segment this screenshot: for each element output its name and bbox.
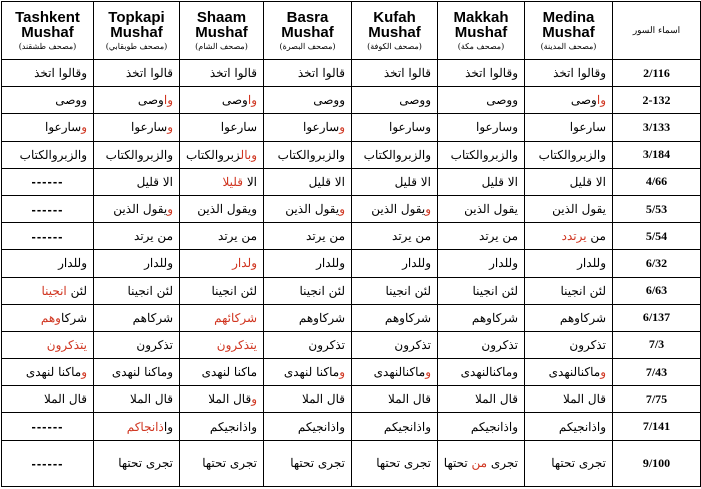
- reading-cell: [438, 168, 525, 195]
- reading-text: واذانجيكم: [297, 419, 345, 434]
- table-row: [2, 168, 701, 195]
- reading-cell: [438, 440, 525, 486]
- reading-cell: [352, 250, 438, 277]
- reading-text: من: [586, 229, 606, 244]
- variant-highlight: وا: [247, 93, 257, 108]
- column-header-arabic: (مصحف الكوفة): [367, 41, 422, 51]
- reading-cell: [180, 359, 264, 386]
- reading-text: تذكرون: [394, 337, 431, 352]
- reading-cell: [264, 304, 352, 331]
- reading-cell: [525, 331, 613, 358]
- surah-verse-ref: 4/66: [613, 168, 701, 195]
- reading-text: وللدار: [316, 256, 345, 271]
- column-header: [2, 2, 94, 60]
- variant-highlight: ذانجاكم: [126, 419, 164, 434]
- reading-cell: [2, 304, 94, 331]
- reading-cell: [352, 87, 438, 114]
- reading-cell: [525, 60, 613, 87]
- reading-text: يقول الذين: [464, 202, 518, 217]
- reading-text: وماكنالنهدى: [460, 365, 518, 380]
- reading-cell: [438, 359, 525, 386]
- reading-text: ماكنالنهدى: [548, 365, 601, 380]
- reading-cell: [525, 304, 613, 331]
- reading-text: لئن انجينا: [472, 283, 518, 298]
- variant-highlight: و: [81, 365, 87, 380]
- reading-cell: [525, 250, 613, 277]
- reading-cell: [94, 359, 180, 386]
- reading-text: سارعوا: [303, 120, 340, 135]
- reading-text: تجرى تحتها: [290, 456, 345, 471]
- reading-text: ووصى: [486, 93, 518, 108]
- reading-cell: [352, 223, 438, 250]
- reading-text: يقول الذين: [371, 202, 426, 217]
- reading-cell: [352, 168, 438, 195]
- reading-cell: [438, 114, 525, 141]
- reading-cell: [94, 87, 180, 114]
- reading-cell: [438, 413, 525, 440]
- column-header: [180, 2, 264, 60]
- reading-text: ووصى: [399, 93, 431, 108]
- reading-cell: [525, 413, 613, 440]
- variant-highlight: وا: [163, 93, 173, 108]
- reading-text: ووصى: [313, 93, 345, 108]
- column-header-name-line2: Mushaf: [454, 23, 508, 41]
- reading-cell: [352, 386, 438, 413]
- reading-text: قال الملا: [43, 392, 87, 407]
- table-row: [2, 413, 701, 440]
- reading-cell: [180, 141, 264, 168]
- reading-cell: [352, 141, 438, 168]
- reading-cell: [94, 440, 180, 486]
- column-header: [94, 2, 180, 60]
- reading-cell: [264, 141, 352, 168]
- table-row: [2, 359, 701, 386]
- reading-cell: [352, 114, 438, 141]
- reading-text: ويقول الذين: [197, 202, 257, 217]
- reading-cell: [2, 331, 94, 358]
- table-row: [2, 114, 701, 141]
- reading-cell: [180, 304, 264, 331]
- table-row: [2, 277, 701, 304]
- table-row: [2, 223, 701, 250]
- column-header: [352, 2, 438, 60]
- variant-highlight: و: [425, 202, 431, 217]
- reading-text: وصى: [570, 93, 597, 108]
- reading-cell: [525, 386, 613, 413]
- reading-cell: [264, 386, 352, 413]
- reading-cell: [94, 386, 180, 413]
- variant-highlight: وبال: [240, 147, 257, 162]
- reading-text: يقول الذين: [113, 202, 168, 217]
- column-header-name-line1: Topkapi: [108, 8, 165, 26]
- column-header-arabic: (مصحف طشقند): [18, 41, 77, 51]
- column-header-name-line1: Kufah: [373, 8, 416, 26]
- variant-highlight: وا: [596, 93, 606, 108]
- reading-text: والزبروالكتاب: [105, 147, 173, 162]
- reading-text: قالوا اتخذ: [125, 66, 173, 81]
- column-header-name-line2: Mushaf: [368, 23, 421, 41]
- reading-text: وقالوا اتخذ: [553, 66, 606, 81]
- reading-cell: [94, 250, 180, 277]
- reading-text: يقول الذين: [285, 202, 340, 217]
- reading-text: والزبروالكتاب: [19, 147, 87, 162]
- surah-verse-ref: 7/43: [613, 359, 701, 386]
- reading-text: تجرى تحتها: [551, 456, 606, 471]
- reading-cell: [180, 277, 264, 304]
- reading-text: وسارعوا: [476, 120, 518, 135]
- column-header-name-line1: Tashkent: [15, 8, 80, 26]
- reading-text: قالوا اتخذ: [383, 66, 431, 81]
- column-header-name-line1: Shaam: [196, 8, 247, 26]
- reading-text: وقالوا اتخذ: [465, 66, 518, 81]
- reading-text: من يرتد: [134, 229, 173, 244]
- reading-cell: [352, 60, 438, 87]
- reading-cell: [94, 114, 180, 141]
- reading-text: تذكرون: [136, 337, 173, 352]
- reading-text: ماكنا لنهدى: [25, 365, 82, 380]
- reading-cell: [94, 304, 180, 331]
- reading-cell: [180, 114, 264, 141]
- column-header-name-line2: Mushaf: [281, 23, 334, 41]
- reading-cell: [352, 277, 438, 304]
- reading-cell: [264, 60, 352, 87]
- reading-text: الا: [243, 174, 257, 189]
- variant-highlight: يرتدد: [561, 229, 587, 244]
- surah-verse-ref: 3/133: [613, 114, 701, 141]
- reading-text: شركاوهم: [384, 310, 431, 325]
- variant-highlight: و: [339, 202, 345, 217]
- reading-cell: [2, 250, 94, 277]
- reading-cell: [180, 440, 264, 486]
- variant-highlight: ولدار: [232, 256, 257, 271]
- reading-text: شركاهم: [132, 310, 173, 325]
- reading-text: واذانجيكم: [209, 419, 257, 434]
- variant-highlight: و: [251, 392, 257, 407]
- reading-cell: [94, 141, 180, 168]
- reading-cell: [525, 277, 613, 304]
- reading-cell: [352, 359, 438, 386]
- reading-cell: [438, 331, 525, 358]
- reading-cell: [2, 277, 94, 304]
- reading-text: الا قليل: [394, 174, 431, 189]
- column-header-name-line1: Medina: [542, 8, 595, 26]
- reading-cell: [438, 223, 525, 250]
- table-row: [2, 331, 701, 358]
- reading-text: الا قليل: [481, 174, 518, 189]
- table-row: [2, 304, 701, 331]
- reading-cell: [525, 223, 613, 250]
- reading-text: وصى: [137, 93, 164, 108]
- variant-highlight: و: [167, 202, 173, 217]
- column-header: [438, 2, 525, 60]
- reading-text: قال الملا: [301, 392, 345, 407]
- reading-text: وللدار: [489, 256, 518, 271]
- reading-text: تحتها: [443, 456, 472, 471]
- reading-text: تجرى تحتها: [118, 456, 173, 471]
- table-row: [2, 195, 701, 222]
- surah-verse-ref: 5/54: [613, 223, 701, 250]
- reading-cell: [264, 277, 352, 304]
- column-header-name-line2: Mushaf: [21, 23, 74, 41]
- reading-cell: [264, 440, 352, 486]
- reading-cell: [438, 304, 525, 331]
- reading-cell: [2, 87, 94, 114]
- surah-verse-ref: 6/63: [613, 277, 701, 304]
- reading-cell: [180, 168, 264, 195]
- reading-cell: [2, 141, 94, 168]
- surah-verse-ref: 7/3: [613, 331, 701, 358]
- reading-cell: [2, 60, 94, 87]
- reading-cell: [352, 440, 438, 486]
- surah-verse-ref: 9/100: [613, 440, 701, 486]
- surah-verse-ref: 5/53: [613, 195, 701, 222]
- reading-cell: [264, 87, 352, 114]
- reading-text: تجرى: [487, 456, 518, 471]
- missing-reading-dash: ------: [2, 223, 94, 250]
- variant-highlight: و: [339, 120, 345, 135]
- reading-text: سارعوا: [45, 120, 82, 135]
- surah-verse-ref: 7/141: [613, 413, 701, 440]
- reading-cell: [352, 195, 438, 222]
- reading-text: شركا: [60, 310, 87, 325]
- reading-text: قال الملا: [129, 392, 173, 407]
- mushaf-comparison-table: [1, 1, 701, 487]
- table-row: [2, 440, 701, 486]
- reading-text: سارعوا: [131, 120, 168, 135]
- reading-cell: [438, 141, 525, 168]
- reading-text: قالوا اتخذ: [297, 66, 345, 81]
- column-header-arabic: (مصحف البصرة): [279, 41, 336, 51]
- reading-cell: [525, 359, 613, 386]
- reading-text: لئن انجينا: [560, 283, 606, 298]
- reading-text: والزبروالكتاب: [538, 147, 606, 162]
- reading-cell: [438, 386, 525, 413]
- reading-cell: [180, 87, 264, 114]
- table-row: [2, 386, 701, 413]
- reading-cell: [94, 60, 180, 87]
- variant-highlight: و: [81, 120, 87, 135]
- reading-cell: [2, 114, 94, 141]
- reading-text: ماكنالنهدى: [373, 365, 426, 380]
- reading-cell: [525, 195, 613, 222]
- column-header-arabic: (مصحف الشام): [195, 41, 248, 51]
- reading-cell: [264, 195, 352, 222]
- reading-text: ماكنا لنهدى: [283, 365, 340, 380]
- reading-cell: [525, 141, 613, 168]
- reading-cell: [264, 168, 352, 195]
- reading-text: تجرى تحتها: [376, 456, 431, 471]
- reading-cell: [352, 304, 438, 331]
- reading-text: الا قليل: [308, 174, 345, 189]
- reading-text: واذانجيكم: [383, 419, 431, 434]
- column-header-name-line2: Mushaf: [542, 23, 595, 41]
- surah-verse-ref: 7/75: [613, 386, 701, 413]
- table-row: [2, 60, 701, 87]
- reading-text: زبروالكتاب: [185, 147, 241, 162]
- variant-highlight: و: [339, 365, 345, 380]
- reading-cell: [438, 250, 525, 277]
- reading-cell: [525, 114, 613, 141]
- header-row: [2, 2, 701, 60]
- surah-verse-ref: 6/32: [613, 250, 701, 277]
- missing-reading-dash: ------: [2, 440, 94, 486]
- column-header-name-line1: Makkah: [453, 8, 509, 26]
- table-row: [2, 87, 701, 114]
- reading-text: وا: [163, 419, 173, 434]
- reading-text: تجرى تحتها: [202, 456, 257, 471]
- variant-highlight: شركائهم: [214, 310, 257, 325]
- reading-cell: [264, 114, 352, 141]
- missing-reading-dash: ------: [2, 168, 94, 195]
- reading-text: قال الملا: [387, 392, 431, 407]
- reading-cell: [94, 331, 180, 358]
- reading-text: وسارعوا: [389, 120, 431, 135]
- column-header-arabic: (مصحف طوبقابي): [105, 41, 168, 51]
- reading-text: تذكرون: [481, 337, 518, 352]
- reading-text: وللدار: [402, 256, 431, 271]
- column-header-name-line1: Basra: [286, 8, 329, 26]
- reading-cell: [352, 413, 438, 440]
- reading-cell: [264, 331, 352, 358]
- reading-cell: [525, 168, 613, 195]
- reading-cell: [264, 359, 352, 386]
- reading-text: من يرتد: [306, 229, 345, 244]
- table-row: [2, 141, 701, 168]
- reading-cell: [438, 87, 525, 114]
- column-header-arabic: (مصحف المدينة): [540, 41, 597, 51]
- missing-reading-dash: ------: [2, 413, 94, 440]
- reading-text: واذانجيكم: [470, 419, 518, 434]
- reading-cell: [264, 223, 352, 250]
- variant-highlight: و: [167, 120, 173, 135]
- reading-cell: [180, 60, 264, 87]
- reading-text: تذكرون: [569, 337, 606, 352]
- reading-text: ووصى: [55, 93, 87, 108]
- reading-cell: [2, 359, 94, 386]
- reading-text: شركاوهم: [471, 310, 518, 325]
- variant-highlight: قليلا: [222, 174, 243, 189]
- column-header-arabic: (مصحف مكة): [457, 41, 505, 51]
- reading-cell: [438, 60, 525, 87]
- missing-reading-dash: ------: [2, 195, 94, 222]
- reading-text: لئن انجينا: [127, 283, 173, 298]
- reading-cell: [2, 386, 94, 413]
- reading-text: من يرتد: [392, 229, 431, 244]
- reading-cell: [94, 168, 180, 195]
- column-header-name-line2: Mushaf: [195, 23, 248, 41]
- reading-cell: [438, 195, 525, 222]
- variant-highlight: من: [471, 456, 488, 471]
- reading-cell: [264, 250, 352, 277]
- surah-verse-ref: 6/137: [613, 304, 701, 331]
- reading-cell: [180, 413, 264, 440]
- reading-cell: [438, 277, 525, 304]
- reading-cell: [180, 250, 264, 277]
- reading-cell: [94, 277, 180, 304]
- reading-text: قال الملا: [208, 392, 252, 407]
- ref-column-header: اسماء السور: [613, 2, 701, 60]
- reading-cell: [180, 386, 264, 413]
- table-body: [2, 60, 701, 487]
- surah-verse-ref: 2/116: [613, 60, 701, 87]
- reading-text: والزبروالكتاب: [450, 147, 518, 162]
- reading-cell: [94, 223, 180, 250]
- variant-highlight: و: [600, 365, 606, 380]
- reading-text: لئن انجينا: [385, 283, 431, 298]
- reading-text: قال الملا: [474, 392, 518, 407]
- reading-text: وللدار: [577, 256, 606, 271]
- reading-text: تذكرون: [308, 337, 345, 352]
- reading-cell: [180, 331, 264, 358]
- reading-cell: [525, 87, 613, 114]
- reading-text: الا قليل: [136, 174, 173, 189]
- reading-cell: [180, 223, 264, 250]
- reading-text: يقول الذين: [552, 202, 606, 217]
- reading-cell: [94, 413, 180, 440]
- surah-verse-ref: 2-132: [613, 87, 701, 114]
- reading-text: وقالوا اتخذ: [34, 66, 87, 81]
- reading-text: شركاوهم: [559, 310, 606, 325]
- reading-text: وللدار: [58, 256, 87, 271]
- variant-highlight: يتذكرون: [46, 337, 87, 352]
- reading-cell: [352, 331, 438, 358]
- variant-highlight: وهم: [40, 310, 61, 325]
- reading-text: قال الملا: [562, 392, 606, 407]
- reading-text: واذانجيكم: [558, 419, 606, 434]
- reading-cell: [94, 195, 180, 222]
- reading-text: سارعوا: [569, 120, 606, 135]
- column-header: [525, 2, 613, 60]
- reading-text: من يرتد: [218, 229, 257, 244]
- reading-text: وللدار: [144, 256, 173, 271]
- reading-text: من يرتد: [479, 229, 518, 244]
- reading-text: لئن انجينا: [211, 283, 257, 298]
- reading-text: والزبروالكتاب: [277, 147, 345, 162]
- reading-text: لئن انجينا: [299, 283, 345, 298]
- reading-text: وماكنا لنهدى: [111, 365, 173, 380]
- reading-text: وصى: [221, 93, 248, 108]
- reading-cell: [264, 413, 352, 440]
- reading-text: قالوا اتخذ: [209, 66, 257, 81]
- reading-text: شركاوهم: [298, 310, 345, 325]
- column-header: [264, 2, 352, 60]
- variant-highlight: انجينا: [41, 283, 67, 298]
- reading-text: الا قليل: [569, 174, 606, 189]
- table-row: [2, 250, 701, 277]
- surah-verse-ref: 3/184: [613, 141, 701, 168]
- variant-highlight: و: [425, 365, 431, 380]
- reading-cell: [525, 440, 613, 486]
- reading-cell: [180, 195, 264, 222]
- variant-highlight: يتذكرون: [216, 337, 257, 352]
- reading-text: والزبروالكتاب: [363, 147, 431, 162]
- reading-text: ماكنا لنهدى: [201, 365, 257, 380]
- reading-text: سارعوا: [220, 120, 257, 135]
- reading-text: لئن: [66, 283, 87, 298]
- column-header-name-line2: Mushaf: [110, 23, 163, 41]
